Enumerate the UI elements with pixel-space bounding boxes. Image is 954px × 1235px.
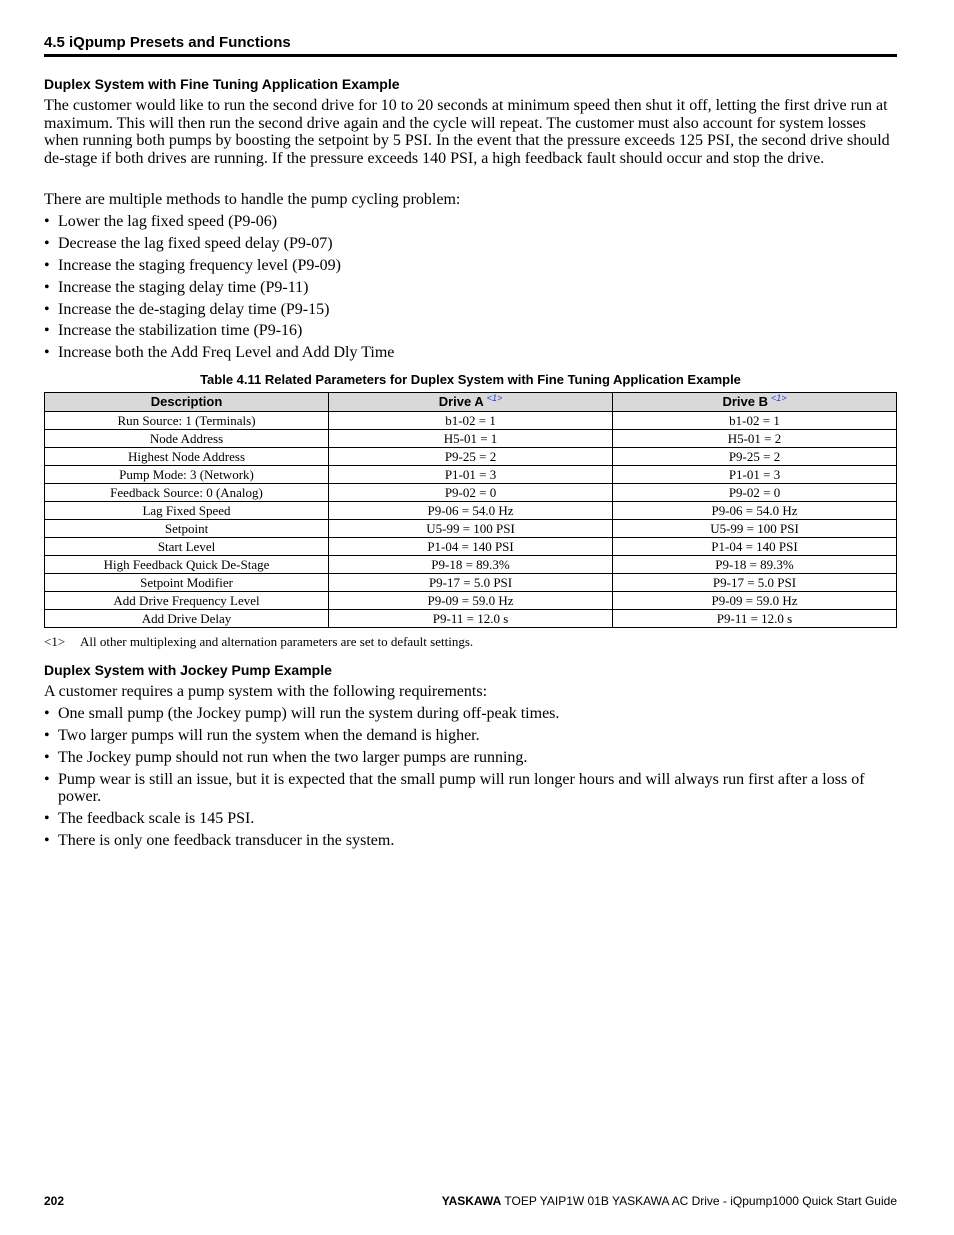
list-item: • Increase both the Add Freq Level and Add Dly Time [44, 344, 897, 362]
fine-tuning-paragraph: The customer would like to run the second drive for 10 to 20 seconds at minimum speed then shut it off, letting the first drive run at maximum. This will then run the second drive again and the cycle will repeat. The customer must also account for system losses when running both pumps by boosting the setpoint by 5 PSI. In the event that the pressure exceeds 125 PSI, the second drive should de-stage if both drives are running. If the pressure exceeds 140 PSI, a high feedback fault should occur and stop the drive. [44, 97, 890, 167]
document-footer [442, 1194, 897, 1208]
cell-drive-a: P9-18 = 89.3% [329, 556, 613, 574]
cell-drive-a: P9-11 = 12.0 s [329, 610, 613, 628]
column-header-description: Description [45, 393, 329, 412]
table-caption: Table 4.11 Related Parameters for Duplex System with Fine Tuning Application Example [200, 372, 741, 387]
cell-drive-a: U5-99 = 100 PSI [329, 520, 613, 538]
cell-drive-b: P9-18 = 89.3% [613, 556, 897, 574]
list-item: • There is only one feedback transducer in the system. [44, 832, 897, 850]
table-row [45, 412, 897, 430]
list-item: • Increase the staging frequency level (P9-09) [44, 257, 897, 275]
table-row [45, 502, 897, 520]
cell-description: Run Source: 1 (Terminals) [45, 412, 329, 430]
cell-drive-b: H5-01 = 2 [613, 430, 897, 448]
cell-drive-b: P9-09 = 59.0 Hz [613, 592, 897, 610]
cell-description: Start Level [45, 538, 329, 556]
cell-drive-a: P9-25 = 2 [329, 448, 613, 466]
footnote-ref-link[interactable]: <1> [486, 392, 503, 403]
page-number: 202 [44, 1194, 65, 1208]
cell-drive-b: P9-02 = 0 [613, 484, 897, 502]
table-row [45, 610, 897, 628]
cell-drive-a: P9-09 = 59.0 Hz [329, 592, 613, 610]
cell-drive-a: P1-01 = 3 [329, 466, 613, 484]
column-header-drive-a: Drive A $^{<1>}$ [329, 393, 613, 412]
table-row [45, 538, 897, 556]
cell-description: Setpoint Modifier [45, 574, 329, 592]
cell-drive-b: P1-04 = 140 PSI [613, 538, 897, 556]
cell-description: Highest Node Address [45, 448, 329, 466]
table-row [45, 574, 897, 592]
cell-drive-b: P1-01 = 3 [613, 466, 897, 484]
cell-description: Add Drive Delay [45, 610, 329, 628]
brand-name: YASKAWA [441, 1194, 502, 1208]
cell-drive-a: P1-04 = 140 PSI [329, 538, 613, 556]
column-header-drive-b: Drive B $^{<1>}$ [613, 393, 897, 412]
pump-cycling-methods-list [44, 213, 897, 366]
cell-description: Feedback Source: 0 (Analog) [45, 484, 329, 502]
list-item: • The feedback scale is 145 PSI. [44, 810, 897, 828]
footnote-text: All other multiplexing and alternation parameters are set to default settings. [80, 634, 474, 649]
cell-drive-b: P9-06 = 54.0 Hz [613, 502, 897, 520]
table-footnote [44, 634, 473, 650]
footnote-ref-link[interactable]: <1> [771, 392, 787, 403]
list-item: • Two larger pumps will run the system when the demand is higher. [44, 727, 897, 745]
cell-description: Setpoint [45, 520, 329, 538]
fine-tuning-heading: Duplex System with Fine Tuning Application Example [44, 76, 400, 92]
cell-drive-b: U5-99 = 100 PSI [613, 520, 897, 538]
list-item: • One small pump (the Jockey pump) will run the system during off-peak times. [44, 705, 897, 723]
list-item: • Pump wear is still an issue, but it is expected that the small pump will run longer hours and will always run first after a loss of power. [44, 771, 897, 806]
jockey-heading: Duplex System with Jockey Pump Example [44, 662, 332, 678]
cell-description: Lag Fixed Speed [45, 502, 329, 520]
table-header-row [45, 393, 897, 412]
cell-drive-b: P9-17 = 5.0 PSI [613, 574, 897, 592]
list-item: • Lower the lag fixed speed (P9-06) [44, 213, 897, 231]
cell-description: Pump Mode: 3 (Network) [45, 466, 329, 484]
cell-drive-b: P9-25 = 2 [613, 448, 897, 466]
cell-drive-b: P9-11 = 12.0 s [613, 610, 897, 628]
cell-drive-b: b1-02 = 1 [613, 412, 897, 430]
list-item: • Increase the stabilization time (P9-16) [44, 322, 897, 340]
related-parameters-table [44, 392, 897, 628]
jockey-requirements-list [44, 705, 897, 854]
cell-drive-a: P9-02 = 0 [329, 484, 613, 502]
table-row [45, 520, 897, 538]
document-title: TOEP YAIP1W 01B YASKAWA AC Drive - iQpump1000 Quick Start Guide [501, 1194, 897, 1208]
cell-drive-a: H5-01 = 1 [329, 430, 613, 448]
footnote-mark: <1> [44, 634, 66, 649]
list-item: • Decrease the lag fixed speed delay (P9-07) [44, 235, 897, 253]
section-rule [44, 54, 897, 57]
table-row [45, 466, 897, 484]
cell-drive-a: P9-06 = 54.0 Hz [329, 502, 613, 520]
section-header: 4.5 iQpump Presets and Functions [44, 34, 291, 51]
cell-drive-a: b1-02 = 1 [329, 412, 613, 430]
table-row [45, 448, 897, 466]
cell-description: Add Drive Frequency Level [45, 592, 329, 610]
table-row [45, 556, 897, 574]
table-row [45, 430, 897, 448]
cell-drive-a: P9-17 = 5.0 PSI [329, 574, 613, 592]
list-item: • Increase the staging delay time (P9-11) [44, 279, 897, 297]
list-item: • The Jockey pump should not run when the two larger pumps are running. [44, 749, 897, 767]
cell-description: High Feedback Quick De-Stage [45, 556, 329, 574]
jockey-intro: A customer requires a pump system with the following requirements: [44, 683, 488, 700]
cell-description: Node Address [45, 430, 329, 448]
table-row [45, 592, 897, 610]
fine-tuning-intro: There are multiple methods to handle the pump cycling problem: [44, 191, 461, 208]
table-row [45, 484, 897, 502]
list-item: • Increase the de-staging delay time (P9-15) [44, 301, 897, 319]
